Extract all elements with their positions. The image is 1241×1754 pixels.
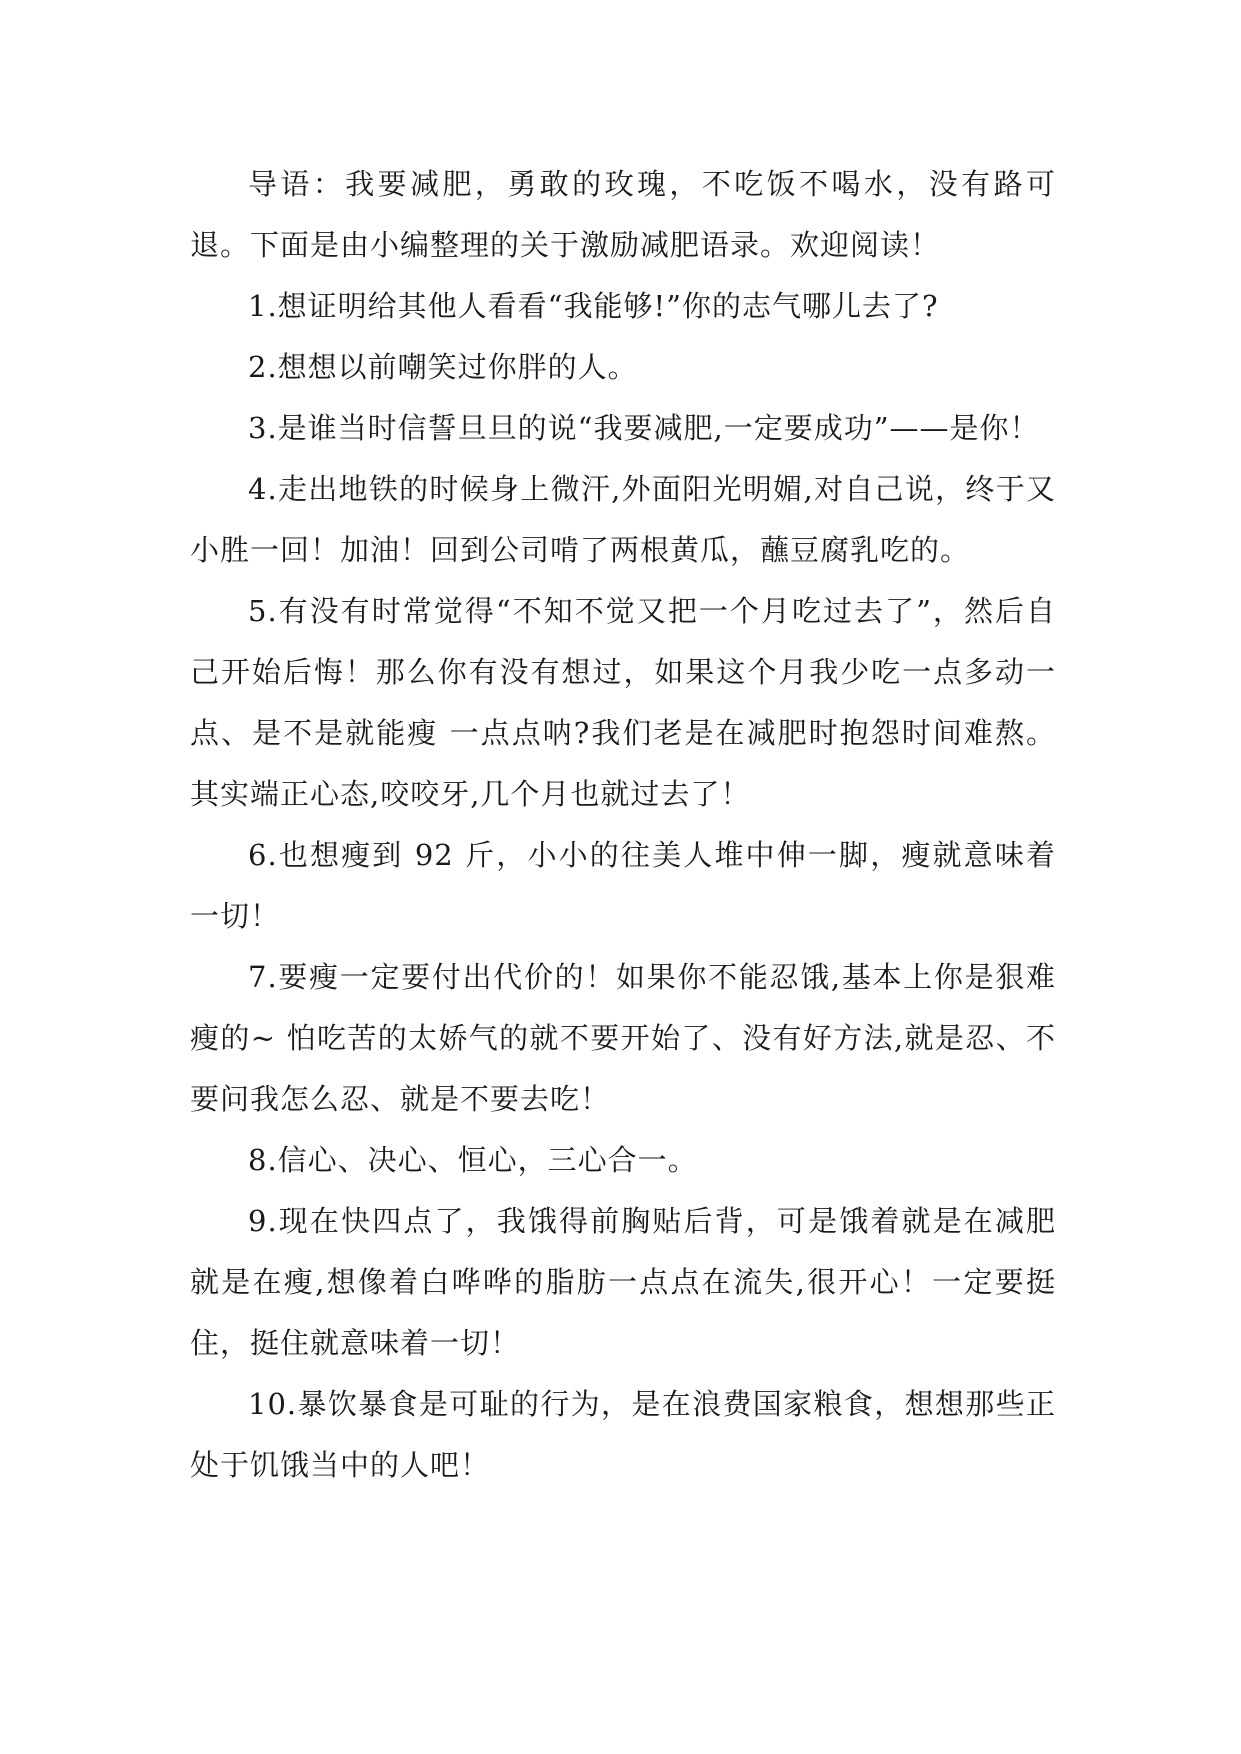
quote-item-1: 1.想证明给其他人看看“我能够!”你的志气哪儿去了? [248,289,939,323]
quote-item-5: 5.有没有时常觉得“不知不觉又把一个月吃过去了”，然后自己开始后悔！那么你有没有想过，如果这个月我少吃一点多动一点、是不是就能瘦 一点点呐?我们老是在减肥时抱怨时间难熬。其实端正心态,咬咬牙,几个月也就过去了！ [190,594,1056,811]
quote-item-7: 7.要瘦一定要付出代价的！如果你不能忍饿,基本上你是狠难瘦的~ 怕吃苦的太娇气的就不要开始了、没有好方法,就是忍、不要问我怎么忍、就是不要去吃！ [190,960,1056,1116]
quote-item-8: 8.信心、决心、恒心，三心合一。 [248,1143,698,1177]
quote-item-10: 10.暴饮暴食是可耻的行为，是在浪费国家粮食，想想那些正处于饥饿当中的人吧！ [190,1387,1056,1482]
intro-paragraph: 导语：我要减肥，勇敢的玫瑰，不吃饭不喝水，没有路可退。下面是由小编整理的关于激励减肥语录。欢迎阅读！ [190,167,1056,262]
quote-item-9: 9.现在快四点了，我饿得前胸贴后背，可是饿着就是在减肥就是在瘦,想像着白哗哗的脂肪一点点在流失,很开心！一定要挺住，挺住就意味着一切！ [190,1204,1056,1360]
quote-item-6: 6.也想瘦到 92 斤，小小的往美人堆中伸一脚，瘦就意味着一切！ [190,838,1056,933]
quote-item-4: 4.走出地铁的时候身上微汗,外面阳光明媚,对自己说，终于又小胜一回！加油！回到公司啃了两根黄瓜，蘸豆腐乳吃的。 [190,472,1056,567]
document-body [190,154,1056,1496]
quote-item-3: 3.是谁当时信誓旦旦的说“我要减肥,一定要成功”——是你！ [248,411,1040,445]
quote-item-2: 2.想想以前嘲笑过你胖的人。 [248,350,638,384]
